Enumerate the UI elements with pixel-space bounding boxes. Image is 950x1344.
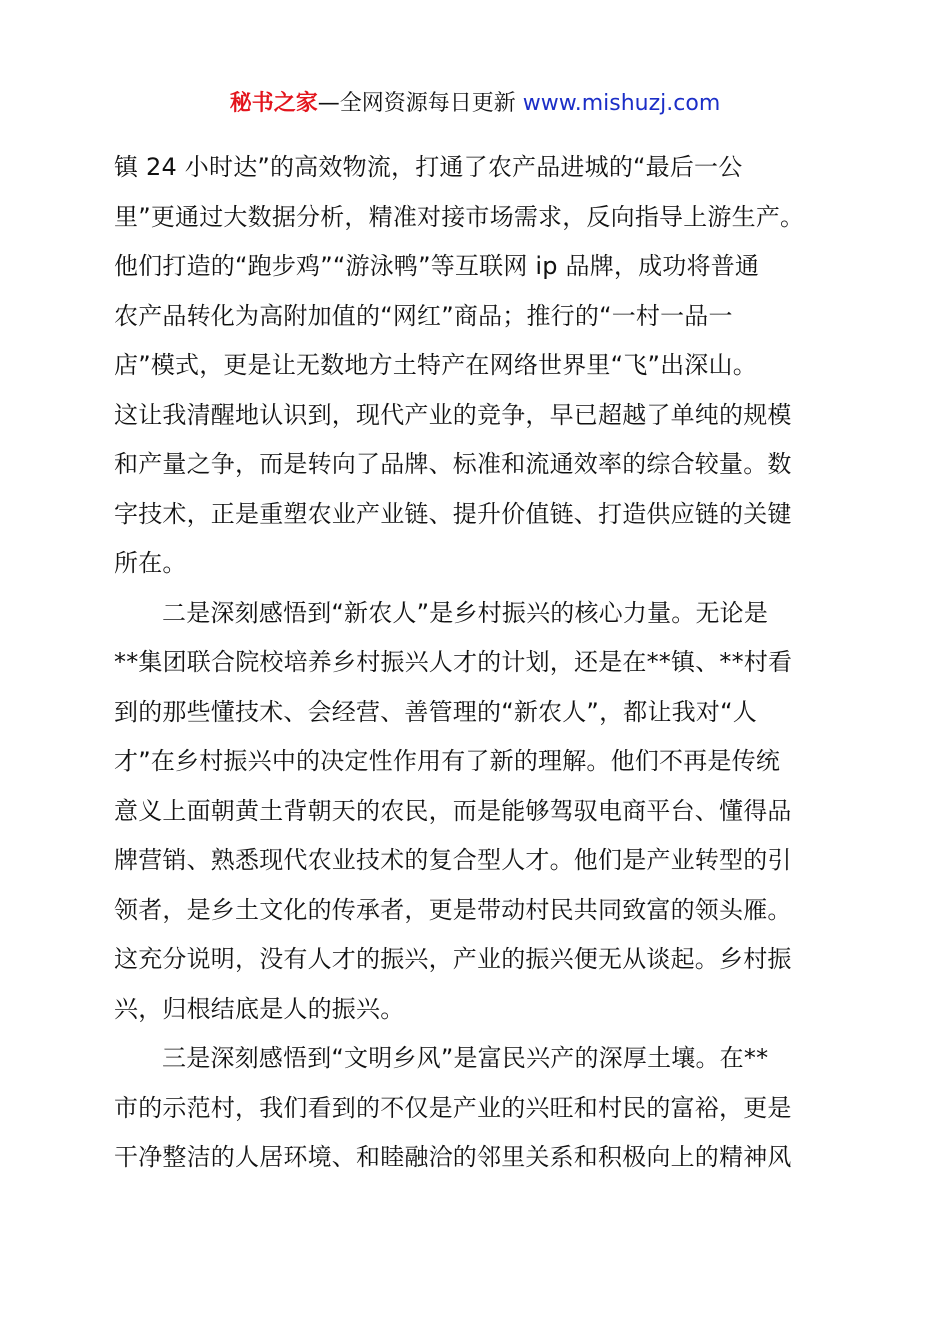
- text-line: 意义上面朝黄土背朝天的农民，而是能够驾驭电商平台、懂得品: [114, 796, 792, 825]
- paragraph-start-line: 二是深刻感悟到“新农人”是乡村振兴的核心力量。无论是: [162, 598, 769, 627]
- text-line: 到的那些懂技术、会经营、善管理的“新农人”，都让我对“人: [114, 697, 757, 726]
- text-line: 他们打造的“跑步鸡”“游泳鸭”等互联网 ip 品牌，成功将普通: [114, 252, 760, 280]
- text-line: 牌营销、熟悉现代农业技术的复合型人才。他们是产业转型的引: [114, 846, 792, 874]
- text-line: 字技术，正是重塑农业产业链、提升价值链、打造供应链的关键: [114, 499, 792, 528]
- brand-name: 秘书之家: [229, 91, 318, 116]
- page-header: [0, 88, 950, 120]
- text-line: 和产量之争，而是转向了品牌、标准和流通效率的综合较量。数: [114, 450, 792, 478]
- text-line: **集团联合院校培养乡村振兴人才的计划，还是在**镇、**村看: [114, 648, 793, 676]
- text-line: 店”模式，更是让无数地方土特产在网络世界里“飞”出深山。: [114, 351, 757, 379]
- text-line: 才”在乡村振兴中的决定性作用有了新的理解。他们不再是传统: [114, 747, 781, 775]
- text-line: 市的示范村，我们看到的不仅是产业的兴旺和村民的富裕，更是: [114, 1093, 792, 1122]
- site-url-link[interactable]: www.mishuzj.com: [522, 91, 721, 116]
- text-line: 这充分说明，没有人才的振兴，产业的振兴便无从谈起。乡村振: [114, 945, 792, 973]
- paragraph-start-line: 三是深刻感悟到“文明乡风”是富民兴产的深厚土壤。在**: [162, 1044, 769, 1072]
- text-line: 兴，归根结底是人的振兴。: [114, 994, 405, 1023]
- text-line: 这让我清醒地认识到，现代产业的竞争，早已超越了单纯的规模: [114, 400, 792, 429]
- text-line: 镇 24 小时达”的高效物流，打通了农产品进城的“最后一公: [114, 153, 743, 181]
- text-line: 农产品转化为高附加值的“网红”商品；推行的“一村一品一: [114, 301, 733, 330]
- text-line: 里”更通过大数据分析，精准对接市场需求，反向指导上游生产。: [114, 202, 805, 231]
- text-line: 干净整洁的人居环境、和睦融洽的邻里关系和积极向上的精神风: [114, 1143, 792, 1171]
- header-slogan: —全网资源每日更新: [317, 91, 523, 116]
- text-line: 所在。: [114, 549, 187, 577]
- document-body: [114, 143, 844, 1183]
- text-line: 领者，是乡土文化的传承者，更是带动村民共同致富的领头雁。: [114, 895, 792, 924]
